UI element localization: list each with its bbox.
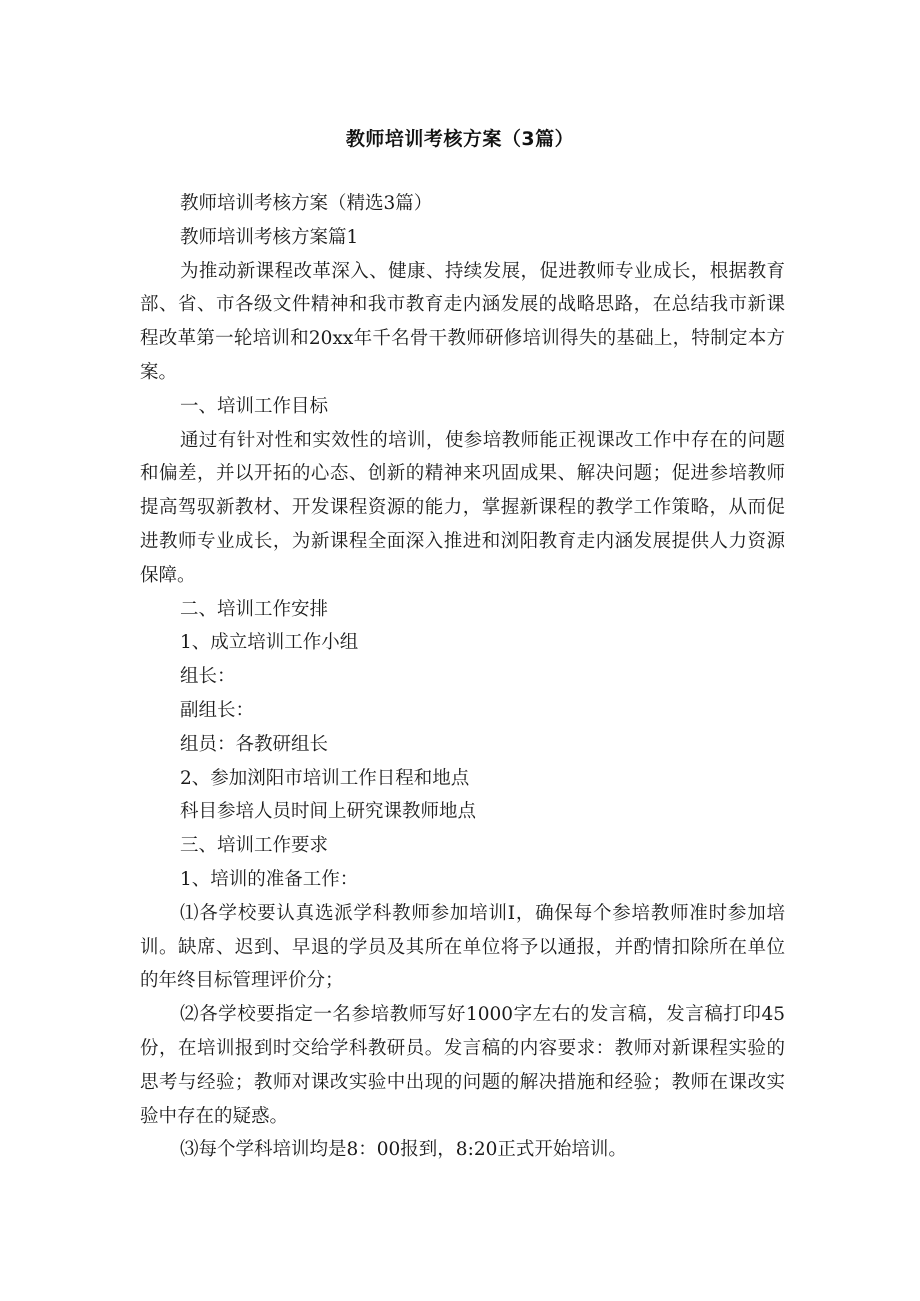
item-preparation: 1、培训的准备工作： [180, 868, 359, 890]
document-body [140, 187, 785, 1167]
document-title: 教师培训考核方案（3篇） [345, 128, 575, 150]
item-schedule-location: 2、参加浏阳市培训工作日程和地点 [180, 767, 470, 789]
item-group-leader: 组长： [180, 666, 236, 688]
heading-training-goals: 一、培训工作目标 [180, 395, 329, 417]
heading-training-arrangement: 二、培训工作安排 [180, 598, 329, 620]
schedule-columns-line: 科目参培人员时间上研究课教师地点 [180, 801, 477, 823]
item-working-group: 1、成立培训工作小组 [180, 632, 359, 654]
requirement-2: ⑵各学校要指定一名参培教师写好1000字左右的发言稿，发言稿打印45份，在培训报到时交给学科教研员。发言稿的内容要求：教师对新课程实验的思考与经验；教师对课改实验中出现的问题的解决措施和经验；教师在课改实验中存在的疑惑。 [140, 1004, 785, 1127]
intro-paragraph: 为推动新课程改革深入、健康、持续发展，促进教师专业成长，根据教育部、省、市各级文件精神和我市教育走内涵发展的战略思路，在总结我市新课程改革第一轮培训和20xx年千名骨干教师研修培训得失的基础上，特制定本方案。 [140, 260, 785, 383]
requirement-3: ⑶每个学科培训均是8：00报到，8:20正式开始培训。 [180, 1139, 627, 1161]
training-goals-paragraph: 通过有针对性和实效性的培训，使参培教师能正视课改工作中存在的问题和偏差，并以开拓的心态、创新的精神来巩固成果、解决问题；促进参培教师提高驾驭新教材、开发课程资源的能力，掌握新课程的教学工作策略，从而促进教师专业成长，为新课程全面深入推进和浏阳教育走内涵发展提供人力资源保障。 [140, 429, 785, 586]
item-group-members: 组员：各教研组长 [180, 733, 329, 755]
section-heading-part-1: 教师培训考核方案篇1 [180, 226, 359, 248]
heading-training-requirements: 三、培训工作要求 [180, 835, 329, 857]
requirement-1: ⑴各学校要认真选派学科教师参加培训Ⅰ，确保每个参培教师准时参加培训。缺席、迟到、早退的学员及其所在单位将予以通报，并酌情扣除所在单位的年终目标管理评价分； [140, 902, 785, 992]
item-deputy-leader: 副组长： [180, 699, 255, 721]
subtitle: 教师培训考核方案（精选3篇） [180, 193, 433, 214]
